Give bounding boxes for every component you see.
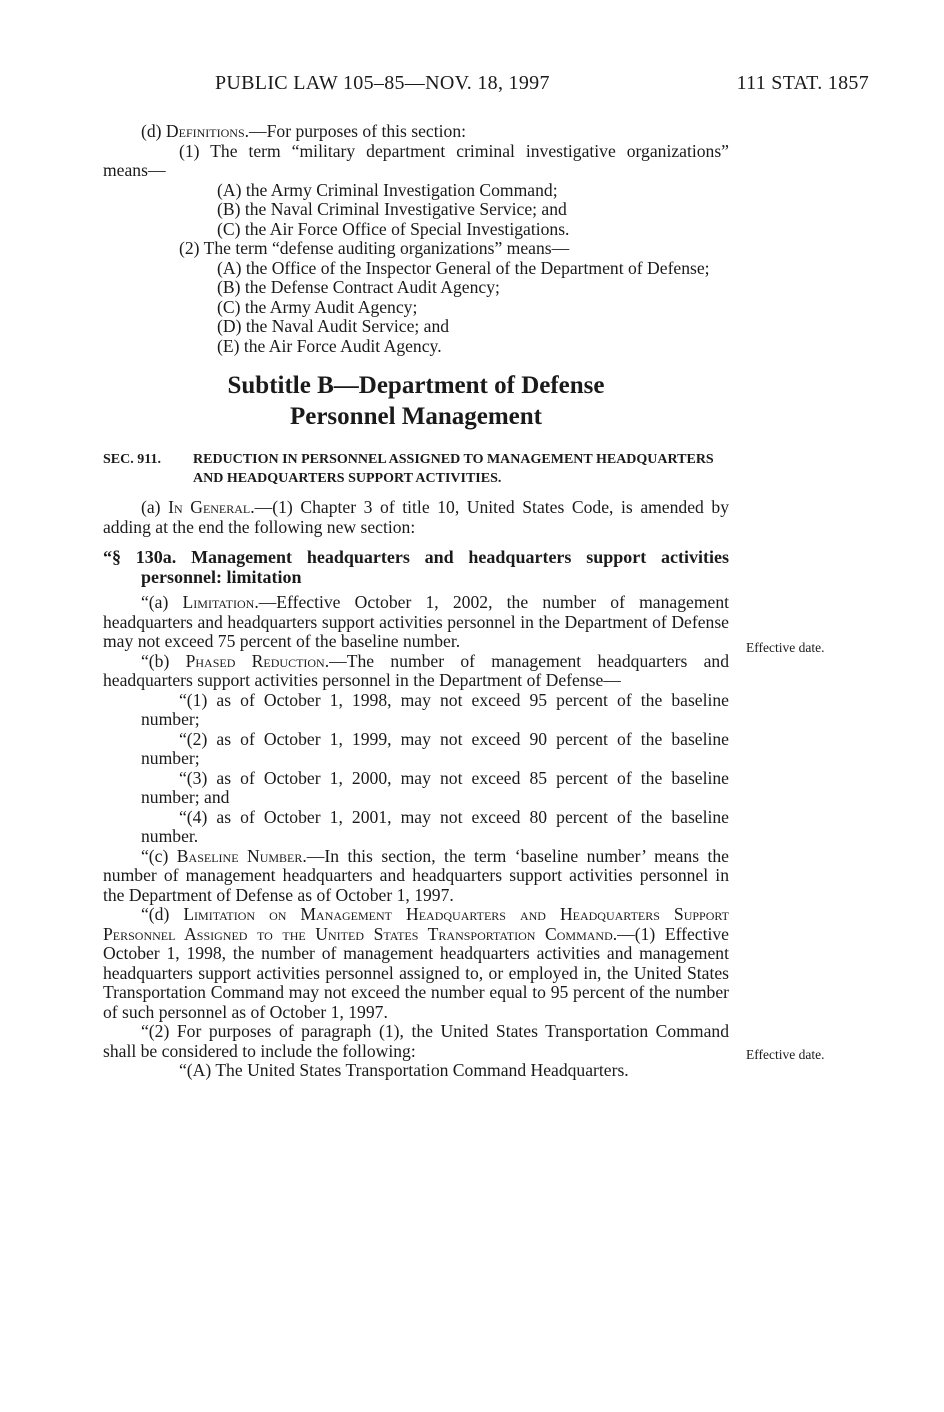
header-public-law: PUBLIC LAW 105–85—NOV. 18, 1997 (215, 72, 550, 94)
content-subsection-d-heading: Limitation on Management Headquarters and Headquarters Support Personnel Assigned to the United States Transportation Command (103, 904, 729, 944)
definition-1-a: (A) the Army Criminal Investigation Command; (217, 179, 558, 200)
content-subsection-a: “(a) Limitation.—Effective October 1, 2002, the number of management headquarters and headquarters support activities personnel in the Department of Defense may not exceed 75 percent of the baseline number. (103, 592, 730, 651)
content-b-2: “(2) as of October 1, 1999, may not exceed 90 percent of the baseline number; (141, 728, 729, 768)
margin-note-effective-date-2: Effective date. (746, 1047, 825, 1062)
content-d-2-a: “(A) The United States Transportation Command Headquarters. (179, 1060, 629, 1080)
page-header (103, 72, 869, 100)
section-heading (103, 450, 729, 488)
content-subsection-c: “(c) Baseline Number.—In this section, the term ‘baseline number’ means the number of management headquarters and headquarters support activities personnel in the Department of Defense as of October 1, 1997. (103, 845, 729, 905)
section-title: REDUCTION IN PERSONNEL ASSIGNED TO MANAGEMENT HEADQUARTERS AND HEADQUARTERS SUPPORT ACTIVITIES. (193, 452, 714, 486)
content-b-4: “(4) as of October 1, 2001, may not exceed 80 percent of the baseline number. (141, 806, 729, 846)
definition-1-c: (C) the Air Force Office of Special Investigations. (217, 218, 570, 239)
subtitle-line-2: Personnel Management (289, 403, 543, 430)
definition-2-d: (D) the Naval Audit Service; and (217, 316, 450, 336)
section-subsection-a-heading: In General (168, 497, 251, 517)
subtitle-line-1: Subtitle B—Department of Defense (227, 372, 605, 399)
subtitle-heading (103, 370, 729, 432)
new-section-heading: “§ 130a. Management headquarters and headquarters support activities personnel: limitation (103, 547, 729, 587)
definition-2-b: (B) the Defense Contract Audit Agency; (217, 277, 500, 297)
document-body (103, 122, 729, 1081)
definition-2-a: (A) the Office of the Inspector General of the Department of Defense; (217, 257, 710, 278)
content-b-3: “(3) as of October 1, 2000, may not exceed 85 percent of the baseline number; and (141, 767, 729, 807)
content-d-2: “(2) For purposes of paragraph (1), the United States Transportation Command shall be considered to include the following: (103, 1021, 729, 1061)
definitions-heading-term: Definitions (165, 121, 245, 141)
content-subsection-d: “(d) Limitation on Management Headquarters and Headquarters Support Personnel Assigned to the United States Transportation Command.—(1) Effective October 1, 1998, the number of management headquarters activities and management headquarters support activities personnel assigned to, or employed in, the United States Transportation Command may not exceed the number equal to 95 percent of the number of such personnel as of October 1, 1997. (103, 904, 729, 1022)
content-b-1: “(1) as of October 1, 1998, may not exceed 95 percent of the baseline number; (141, 689, 729, 729)
section-number: SEC. 911. (103, 452, 161, 467)
definitions-heading: (d) Definitions.—For purposes of this section: (141, 121, 466, 141)
definition-2-e: (E) the Air Force Audit Agency. (217, 335, 442, 356)
definition-2-c: (C) the Army Audit Agency; (217, 296, 418, 317)
content-subsection-b: “(b) Phased Reduction.—The number of management headquarters and headquarters support activities personnel in the Department of Defense— (103, 650, 729, 690)
header-stat-page: 111 STAT. 1857 (736, 72, 869, 94)
content-subsection-b-heading: Phased Reduction (185, 650, 325, 671)
definition-1-b: (B) the Naval Criminal Investigative Service; and (217, 199, 567, 219)
definition-1: (1) The term “military department criminal investigative organizations” means— (103, 140, 729, 180)
content-subsection-a-heading: Limitation (182, 592, 255, 612)
content-subsection-c-heading: Baseline Number (176, 845, 303, 866)
margin-note-effective-date-1: Effective date. (746, 640, 825, 655)
definition-2: (2) The term “defense auditing organizations” means— (179, 238, 570, 258)
section-subsection-a: (a) In General.—(1) Chapter 3 of title 10, United States Code, is amended by adding at the end the following new section: (103, 497, 729, 537)
